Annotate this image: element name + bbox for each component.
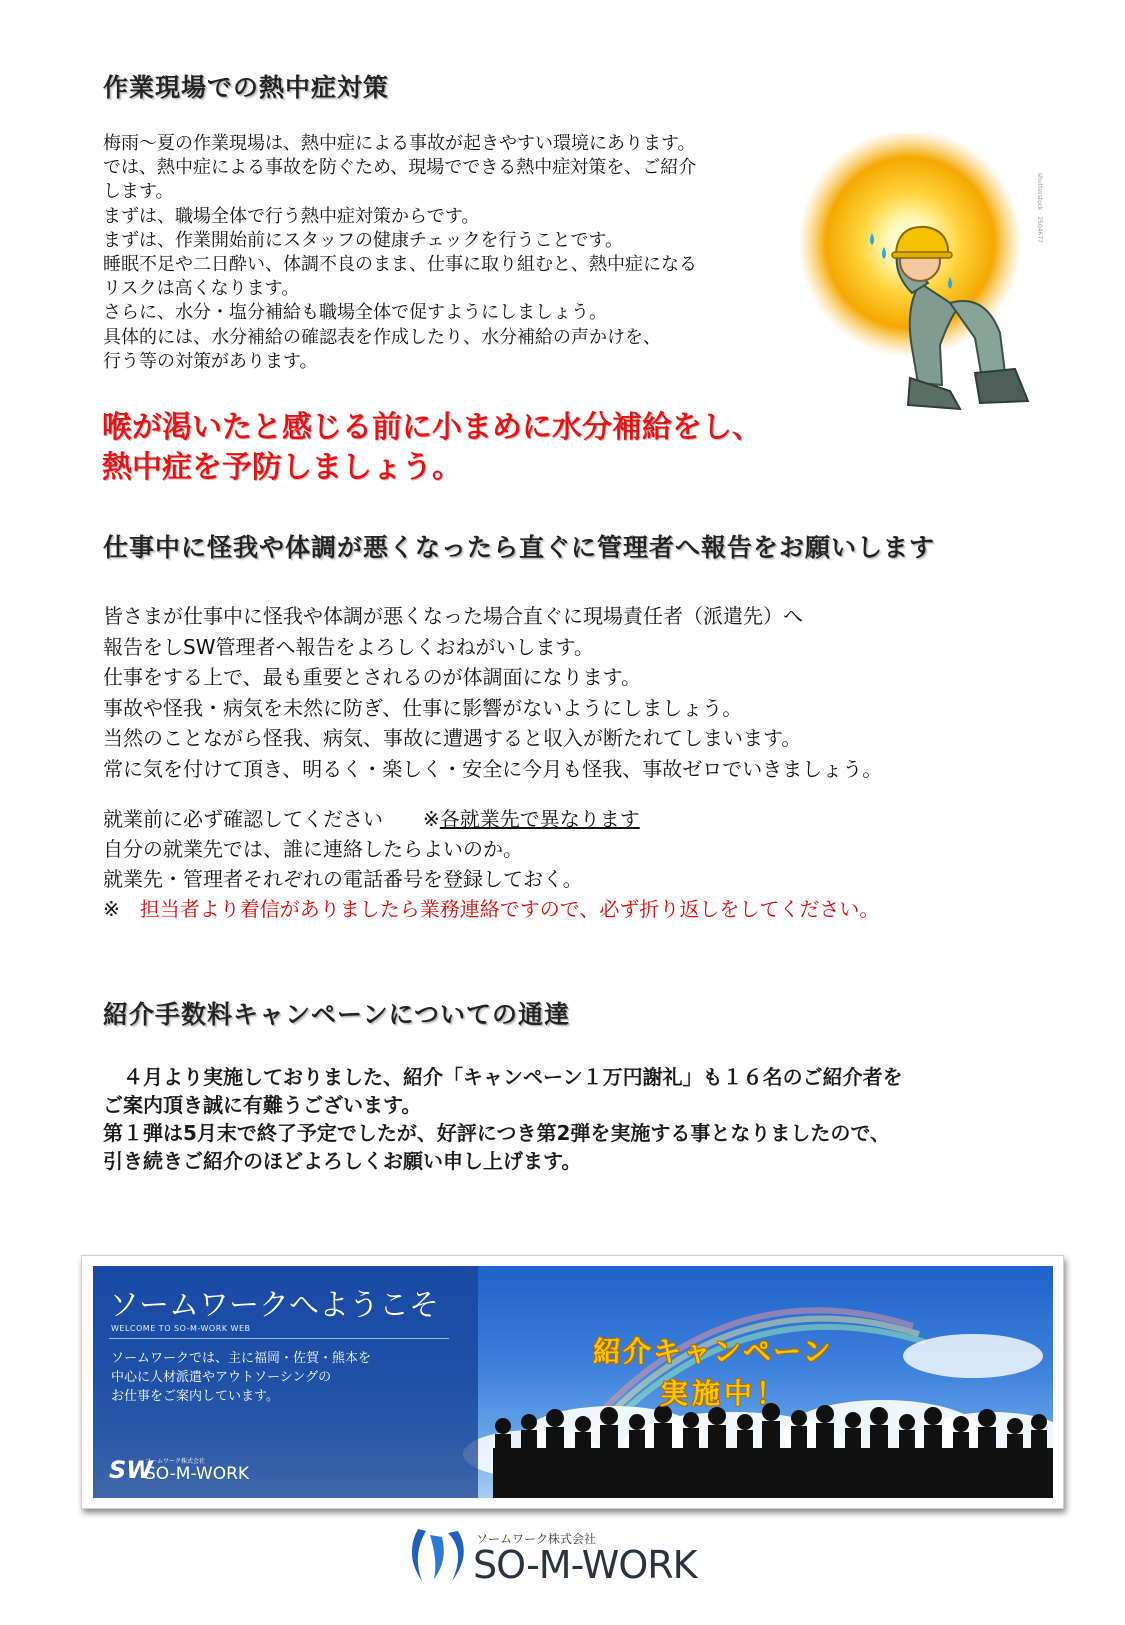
text-line: 就業先・管理者それぞれの電話番号を登録しておく。 [103,867,583,891]
text-line: ご案内頂き誠に有難うございます。 [103,1093,422,1117]
note-mark: ※ [103,897,120,921]
text-line: 第１弾は5月末で終了予定でしたが、好評につき第2弾を実施する事となりましたので、 [103,1121,891,1145]
text-line: 睡眠不足や二日酔い、体調不良のまま、仕事に取り組むと、熱中症になる [103,254,697,276]
sw-logo-icon [408,1525,470,1585]
text-line: 自分の就業先では、誰に連絡したらよいのか。 [103,837,523,861]
text-line: 梅雨～夏の作業現場は、熱中症による事故が起きやすい環境にあります。 [103,133,696,154]
sw-logo-icon: SW [109,1456,153,1484]
check-line-prefix: 就業前に必ず確認してください ※ [103,807,440,831]
text-line: お仕事をご案内しています。 [111,1389,279,1404]
text-line: 報告をしSW管理者へ報告をよろしくおねがいします。 [103,634,594,659]
hydration-callout [102,408,762,488]
text-line: 引き続きご紹介のほどよろしくお願い申し上げます。 [103,1149,582,1173]
divider [109,1338,449,1339]
callout-line: 喉が渇いたと感じる前に小まめに水分補給をし、 [102,410,762,445]
callback-note [103,894,879,924]
heading-referral-campaign: 紹介手数料キャンペーンについての通達 [103,1000,571,1029]
text-line: リスクは高くなります。 [103,278,300,300]
banner-subtitle: WELCOME TO SO-M-WORK WEB [111,1324,251,1333]
text-line: 仕事をする上で、最も重要とされるのが体調面になります。 [103,665,641,689]
banner-logo-company: ソームワーク株式会社 [145,1458,206,1465]
referral-campaign-paragraph [103,1063,903,1175]
text-line: まずは、作業開始前にスタッフの健康チェックを行うことです。 [103,229,624,251]
text-line: します。 [103,181,174,203]
heatstroke-worker-illustration [800,133,1062,425]
text-line: 皆さまが仕事中に怪我や体調が悪くなった場合直ぐに現場責任者（派遣先）へ [103,604,803,628]
pre-work-checklist [103,804,879,924]
footer-logo [408,1525,728,1585]
banner-title: ソームワークへようこそ [109,1288,439,1323]
footer-brand-name: SO-M-WORK [473,1543,697,1587]
text-line: では、熱中症による事故を防ぐため、現場でできる熱中症対策を、ご紹介 [103,157,697,179]
heatstroke-paragraph [103,132,697,374]
text-line: 事故や怪我・病気を未然に防ぎ、仕事に影響がないようにしましょう。 [103,695,743,720]
banner-logo-name: SO-M-WORK [145,1464,250,1484]
heading-injury-report: 仕事中に怪我や体調が悪くなったら直ぐに管理者へ報告をお願いします [103,533,936,562]
banner-image [93,1266,1053,1498]
text-line: 当然のことながら怪我、病気、事故に遭遇すると収入が断たれてしまいます。 [103,726,802,750]
banner-description [111,1349,371,1406]
footer-company: ソームワーク株式会社 [476,1532,597,1546]
campaign-text-line2: 実施中！ [660,1377,789,1410]
banner-logo [109,1456,250,1484]
text-line: 中心に人材派遣やアウトソーシングの [111,1370,332,1385]
campaign-text-line1: 紹介キャンペーン [593,1335,833,1368]
image-watermark: shutterstock · 2504677 [1036,173,1043,243]
text-line: ４月より実施しておりました、紹介「キャンペーン１万円謝礼」も１６名のご紹介者を [103,1065,903,1089]
text-line: まずは、職場全体で行う熱中症対策からです。 [103,205,480,227]
check-line-underlined: 各就業先で異なります [439,807,640,831]
check-line [103,804,879,834]
sun-and-worker-icon [800,133,1062,425]
text-line: 行う等の対策があります。 [103,350,318,372]
text-line: 常に気を付けて頂き、明るく・楽しく・安全に今月も怪我、事故ゼロでいきましょう。 [103,756,883,781]
injury-report-paragraph [103,601,882,784]
note-text: 担当者より着信がありましたら業務連絡ですので、必ず折り返しをしてください。 [139,897,880,921]
text-line: さらに、水分・塩分補給も職場全体で促すようにしましょう。 [103,302,607,324]
banner-welcome-panel [93,1266,478,1498]
callout-line: 熱中症を予防しましょう。 [102,450,462,485]
heading-heatstroke: 作業現場での熱中症対策 [103,73,390,102]
text-line: ソームワークでは、主に福岡・佐賀・熊本を [111,1351,372,1366]
campaign-banner[interactable] [81,1255,1064,1509]
text-line: 具体的には、水分補給の確認表を作成したり、水分補給の声かけを、 [103,326,661,348]
